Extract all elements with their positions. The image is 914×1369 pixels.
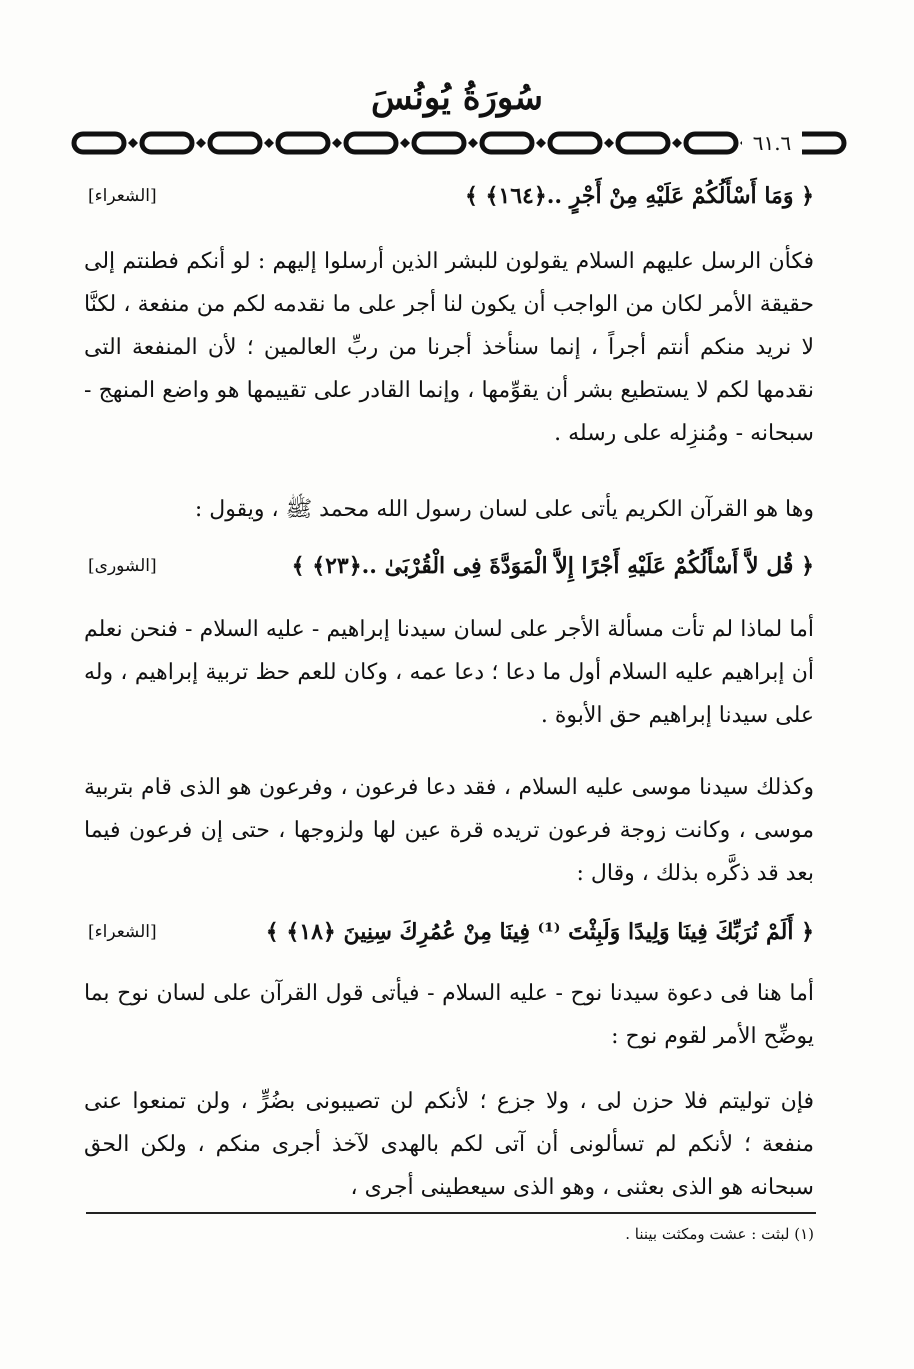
paragraph: أما لماذا لم تأت مسألة الأجر على لسان سيدنا إبراهيم - عليه السلام - فنحن نعلم أن إبراهيم عليه السلام أول ما دعا ؛ دعا عمه ، وكان للعم حظ تربية إبراهيم ، وله على سيدنا إبراهيم حق الأبوة . xyxy=(84,617,814,728)
verse-reference: [الشعراء] xyxy=(88,186,157,206)
footnote: (١) لبثت : عشت ومكثت بيننا . xyxy=(625,1225,814,1243)
quran-verse: ﴿ أَلَمْ نُرَبِّكَ فِينَا وَلِيدًا وَلَبِثْتَ ⁽¹⁾ فِينَا مِنْ عُمُرِكَ سِنِينَ ﴿١٨﴾ ﴾ xyxy=(265,919,814,945)
footnote-divider xyxy=(86,1212,816,1214)
verse-line xyxy=(80,176,814,216)
paragraph: وها هو القرآن الكريم يأتى على لسان رسول الله محمد ﷺ ، ويقول : xyxy=(194,497,814,522)
verse-reference: [الشورى] xyxy=(88,556,157,576)
surah-title: سُورَةُ يُونُسَ xyxy=(371,78,543,118)
paragraph: أما هنا فى دعوة سيدنا نوح - عليه السلام - فيأتى قول القرآن على لسان نوح بما يوضِّح الأمر لقوم نوح : xyxy=(84,981,814,1049)
quran-verse: ﴿ وَمَا أَسْأَلُكُمْ عَلَيْهِ مِنْ أَجْرٍ ..﴿١٦٤﴾ ﴾ xyxy=(464,183,814,209)
verse-line xyxy=(80,912,814,952)
verse-line xyxy=(80,546,814,586)
paragraph: وكذلك سيدنا موسى عليه السلام ، فقد دعا فرعون ، وفرعون هو الذى قام بتربية موسى ، وكانت زوجة فرعون تريده قرة عين لها ولزوجها ، حتى إن فرعون فيما بعد قد ذكَّره بذلك ، وقال : xyxy=(84,775,814,886)
paragraph: فكأن الرسل عليهم السلام يقولون للبشر الذين أرسلوا إليهم : لو أنكم فطنتم إلى حقيقة الأمر لكان من الواجب أن يكون لنا أجر على ما نقدمه لكم من منفعة ، لكنَّا لا نريد منكم أنتم أجراً ، إنما سنأخذ أجرنا من ربِّ العالمين ؛ لأن المنفعة التى نقدمها لكم لا يستطيع بشر أن يقوِّمها ، وإنما القادر على تقييمها هو واضع المنهج - سبحانه - ومُنزِله على رسله . xyxy=(84,249,814,446)
ornamental-border xyxy=(70,128,848,158)
verse-reference: [الشعراء] xyxy=(88,922,157,942)
paragraph: فإن توليتم فلا حزن لى ، ولا جزع ؛ لأنكم لن تصيبونى بضُرٍّ ، ولن تمنعوا عنى منفعة ؛ لأنكم لم تسألونى أن آتى لكم بالهدى لآخذ أجرى منكم ، ولكن الحق سبحانه هو الذى بعثنى ، وهو الذى سيعطينى أجرى ، xyxy=(84,1089,814,1200)
page-number: ٦١.٦ xyxy=(742,130,802,156)
quran-verse: ﴿ قُل لاَّ أَسْأَلُكُمْ عَلَيْهِ أَجْرًا إِلاَّ الْمَوَدَّةَ فِى الْقُرْبَىٰ ..﴿٢٣﴾ ﴾ xyxy=(291,553,814,579)
